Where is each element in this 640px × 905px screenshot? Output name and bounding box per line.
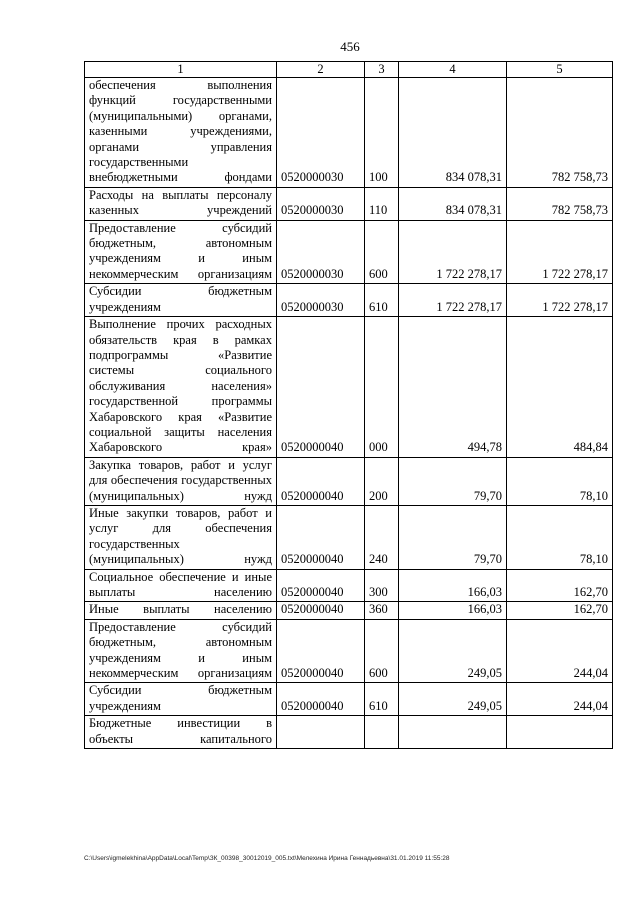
column-header-3: 3 xyxy=(365,62,399,78)
row-code-cell: 0520000040 xyxy=(277,569,365,602)
row-value-2018-cell xyxy=(399,716,507,749)
row-name-cell: Выполнение прочих расходных обязательств края в рамках подпрограммы «Развитие системы социального обслуживания населения» государственной программы Хабаровского края «Развитие социальной защиты населения Хабаровского края» xyxy=(85,317,277,458)
row-code-cell: 0520000040 xyxy=(277,457,365,505)
row-name-cell: Социальное обеспечение и иные выплаты населению xyxy=(85,569,277,602)
page-number: 456 xyxy=(340,39,360,54)
row-value-2018-cell: 834 078,31 xyxy=(399,78,507,188)
column-header-2: 2 xyxy=(277,62,365,78)
row-value-2019-cell: 782 758,73 xyxy=(507,187,613,220)
row-code-cell: 0520000030 xyxy=(277,78,365,188)
row-value-2019-cell: 1 722 278,17 xyxy=(507,220,613,284)
row-expense-type-cell: 600 xyxy=(365,220,399,284)
row-code-cell: 0520000040 xyxy=(277,602,365,619)
row-value-2018-cell: 166,03 xyxy=(399,569,507,602)
row-code-cell: 0520000030 xyxy=(277,284,365,317)
row-name-cell: Иные закупки товаров, работ и услуг для обеспечения государственных (муниципальных) нужд xyxy=(85,505,277,569)
row-value-2018-cell: 494,78 xyxy=(399,317,507,458)
row-value-2018-cell: 834 078,31 xyxy=(399,187,507,220)
table-row xyxy=(85,317,613,458)
row-name-cell: Иные выплаты населению xyxy=(85,602,277,619)
row-expense-type-cell: 300 xyxy=(365,569,399,602)
row-value-2018-cell: 1 722 278,17 xyxy=(399,284,507,317)
row-value-2018-cell: 79,70 xyxy=(399,505,507,569)
row-expense-type-cell: 610 xyxy=(365,284,399,317)
row-expense-type-cell xyxy=(365,716,399,749)
row-value-2019-cell: 78,10 xyxy=(507,505,613,569)
table-row xyxy=(85,505,613,569)
file-path-footer: C:\Users\igmelekhina\AppData\Local\Temp\ЗК_00398_30012019_005.txt\Мелехина Ирина Геннадьевна\31.01.2019 11:55:28 xyxy=(84,855,450,862)
row-value-2019-cell: 484,84 xyxy=(507,317,613,458)
row-expense-type-cell: 110 xyxy=(365,187,399,220)
table-row xyxy=(85,284,613,317)
row-expense-type-cell: 360 xyxy=(365,602,399,619)
row-expense-type-cell: 600 xyxy=(365,619,399,683)
table-row xyxy=(85,187,613,220)
row-value-2018-cell: 249,05 xyxy=(399,683,507,716)
row-name-cell: Субсидии бюджетным учреждениям xyxy=(85,284,277,317)
row-expense-type-cell: 200 xyxy=(365,457,399,505)
row-value-2019-cell: 244,04 xyxy=(507,619,613,683)
table-row xyxy=(85,619,613,683)
table-row xyxy=(85,683,613,716)
row-code-cell: 0520000040 xyxy=(277,505,365,569)
row-expense-type-cell: 000 xyxy=(365,317,399,458)
table-row xyxy=(85,602,613,619)
table-row xyxy=(85,220,613,284)
table-row xyxy=(85,78,613,188)
row-value-2019-cell: 244,04 xyxy=(507,683,613,716)
row-value-2018-cell: 166,03 xyxy=(399,602,507,619)
row-name-cell: обеспечения выполнения функций государственными (муниципальными) органами, казенными учреждениями, органами управления государственными внебюджетными фондами xyxy=(85,78,277,188)
row-name-cell: Субсидии бюджетным учреждениям xyxy=(85,683,277,716)
row-code-cell: 0520000040 xyxy=(277,619,365,683)
row-value-2019-cell: 782 758,73 xyxy=(507,78,613,188)
row-expense-type-cell: 240 xyxy=(365,505,399,569)
row-value-2019-cell: 78,10 xyxy=(507,457,613,505)
row-name-cell: Предоставление субсидий бюджетным, автономным учреждениям и иным некоммерческим организациям xyxy=(85,220,277,284)
row-value-2018-cell: 1 722 278,17 xyxy=(399,220,507,284)
row-code-cell: 0520000030 xyxy=(277,220,365,284)
row-code-cell xyxy=(277,716,365,749)
row-value-2019-cell: 162,70 xyxy=(507,602,613,619)
column-header-5: 5 xyxy=(507,62,613,78)
row-value-2018-cell: 79,70 xyxy=(399,457,507,505)
row-expense-type-cell: 610 xyxy=(365,683,399,716)
table-row xyxy=(85,569,613,602)
row-name-cell: Закупка товаров, работ и услуг для обеспечения государственных (муниципальных) нужд xyxy=(85,457,277,505)
column-header-4: 4 xyxy=(399,62,507,78)
row-value-2019-cell: 162,70 xyxy=(507,569,613,602)
table-header-row xyxy=(85,62,613,78)
column-header-1: 1 xyxy=(85,62,277,78)
row-name-cell: Бюджетные инвестиции в объекты капитального xyxy=(85,716,277,749)
row-name-cell: Расходы на выплаты персоналу казенных учреждений xyxy=(85,187,277,220)
row-name-cell: Предоставление субсидий бюджетным, автономным учреждениям и иным некоммерческим организациям xyxy=(85,619,277,683)
table-row xyxy=(85,716,613,749)
row-value-2019-cell xyxy=(507,716,613,749)
row-code-cell: 0520000030 xyxy=(277,187,365,220)
row-code-cell: 0520000040 xyxy=(277,683,365,716)
table-row xyxy=(85,457,613,505)
row-value-2018-cell: 249,05 xyxy=(399,619,507,683)
budget-table xyxy=(84,61,613,749)
row-expense-type-cell: 100 xyxy=(365,78,399,188)
row-value-2019-cell: 1 722 278,17 xyxy=(507,284,613,317)
row-code-cell: 0520000040 xyxy=(277,317,365,458)
